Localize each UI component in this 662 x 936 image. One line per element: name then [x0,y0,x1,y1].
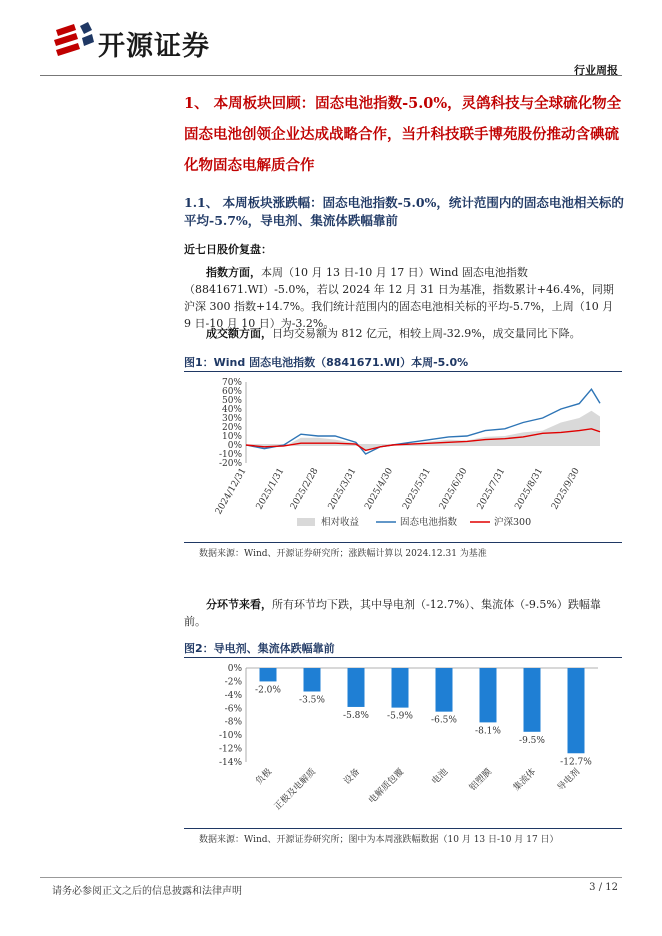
index-paragraph-body: 本周（10 月 13 日-10 月 17 日）Wind 固态电池指数（8841671.WI）-5.0%，若以 2024 年 12 月 31 日为基准，指数累计+46.4%，同期沪深 300 指数+14.7%。我们统计范围内的固态电池相关标的平均-5.7%，上周（10 月 9 日-10 月 10 日）为-3.2%。 [184,266,614,330]
x-tick-label: 2025/6/30 [437,466,470,512]
y-tick-label: -20% [218,459,242,469]
category-label: 设备 [342,767,363,787]
bar-data-label: -12.7% [560,757,592,768]
index-paragraph-lead: 指数方面， [206,266,261,279]
bar [524,668,541,732]
x-tick-label: 2025/1/31 [254,466,287,512]
bar [480,668,497,722]
company-name: 开源证券 [98,31,210,62]
x-tick-label: 2025/5/31 [401,466,433,512]
volume-paragraph-lead: 成交额方面， [206,327,272,340]
page-number: 3 / 12 [589,882,618,893]
y-tick-label: -10% [218,450,242,460]
y-tick-label: 40% [221,405,242,415]
figure-1-source: 数据来源：Wind、开源证券研究所；涨跌幅计算以 2024.12.31 为基准 [199,549,487,559]
category-label: 电池 [430,767,451,787]
category-label: 铝塑膜 [467,767,495,794]
volume-paragraph-body: 日均交易额为 812 亿元，相较上周-32.9%，成交量同比下降。 [272,327,581,340]
y-tick-label: -14% [218,758,242,768]
bar [392,668,409,708]
category-label: 导电剂 [555,767,583,794]
bar-data-label: -5.9% [387,711,413,722]
y-tick-label: 0% [227,441,242,451]
y-tick-label: -2% [224,677,242,688]
x-tick-label: 2025/3/31 [326,466,359,512]
y-tick-label: 0% [227,664,242,674]
y-tick-label: 70% [221,378,242,388]
y-tick-label: -6% [224,704,242,715]
legend-label: 固态电池指数 [400,517,458,528]
y-tick-label: -8% [224,717,242,728]
review-label-text: 近七日股价复盘： [184,243,272,256]
bar-data-label: -5.8% [343,710,369,721]
figure-2-title: 图2：导电剂、集流体跌幅靠前 [184,642,335,655]
section-1-1-heading: 1.1、 本周板块涨跌幅：固态电池指数-5.0%，统计范围内的固态电池相关标的平均-5.7%，导电剂、集流体跌幅靠前 [184,195,624,228]
category-label: 正极及电解质 [272,767,319,813]
bar [436,668,453,712]
bar-data-label: -9.5% [519,735,545,746]
footer-disclaimer: 请务必参阅正文之后的信息披露和法律声明 [52,886,242,897]
y-tick-label: -4% [224,690,242,701]
bar [348,668,365,707]
figure-1-title: 图1：Wind 固态电池指数（8841671.WI）本周-5.0% [184,356,469,369]
legend-label: 相对收益 [321,517,360,528]
y-tick-label: 30% [221,414,242,424]
segment-paragraph-body: 所有环节均下跌，其中导电剂（-12.7%）、集流体（-9.5%）跌幅靠前。 [184,598,601,628]
figure-2-source: 数据来源：Wind、开源证券研究所；图中为本周涨跌幅数据（10 月 13 日-10 月 17 日） [199,835,559,845]
bar [568,668,585,753]
bar [304,668,321,692]
document-type: 行业周报 [574,64,618,77]
bar [260,668,277,681]
bar-data-label: -3.5% [299,695,325,706]
y-tick-label: 20% [221,423,242,433]
category-label: 负极 [254,767,275,787]
footer-divider [40,877,622,878]
segment-paragraph-lead: 分环节来看， [206,598,272,611]
category-label: 集流体 [511,767,539,794]
bar-data-label: -2.0% [255,685,281,696]
x-tick-label: 2025/2/28 [288,466,321,512]
bar-data-label: -8.1% [475,726,501,737]
y-tick-label: 60% [221,387,242,397]
x-tick-label: 2025/8/31 [513,466,546,512]
x-tick-label: 2025/9/30 [550,466,582,512]
x-tick-label: 2025/4/30 [363,466,396,512]
x-tick-label: 2025/7/31 [475,466,508,512]
bar-data-label: -6.5% [431,715,457,726]
section-1-heading: 1、 本周板块回顾：固态电池指数-5.0%，灵鸽科技与全球硫化物全固态电池创领企业达成战略合作，当升科技联手博苑股份推动含碘硫化物固态电解质合作 [184,95,622,174]
y-tick-label: -10% [218,731,242,742]
figure-2-bottom-rule [184,828,622,829]
x-tick-label: 2024/12/31 [214,466,249,517]
y-tick-label: -12% [218,744,242,755]
legend-label: 沪深300 [494,517,532,528]
y-tick-label: 10% [221,432,242,442]
category-label: 电解质包覆 [367,767,407,806]
y-tick-label: 50% [221,396,242,406]
